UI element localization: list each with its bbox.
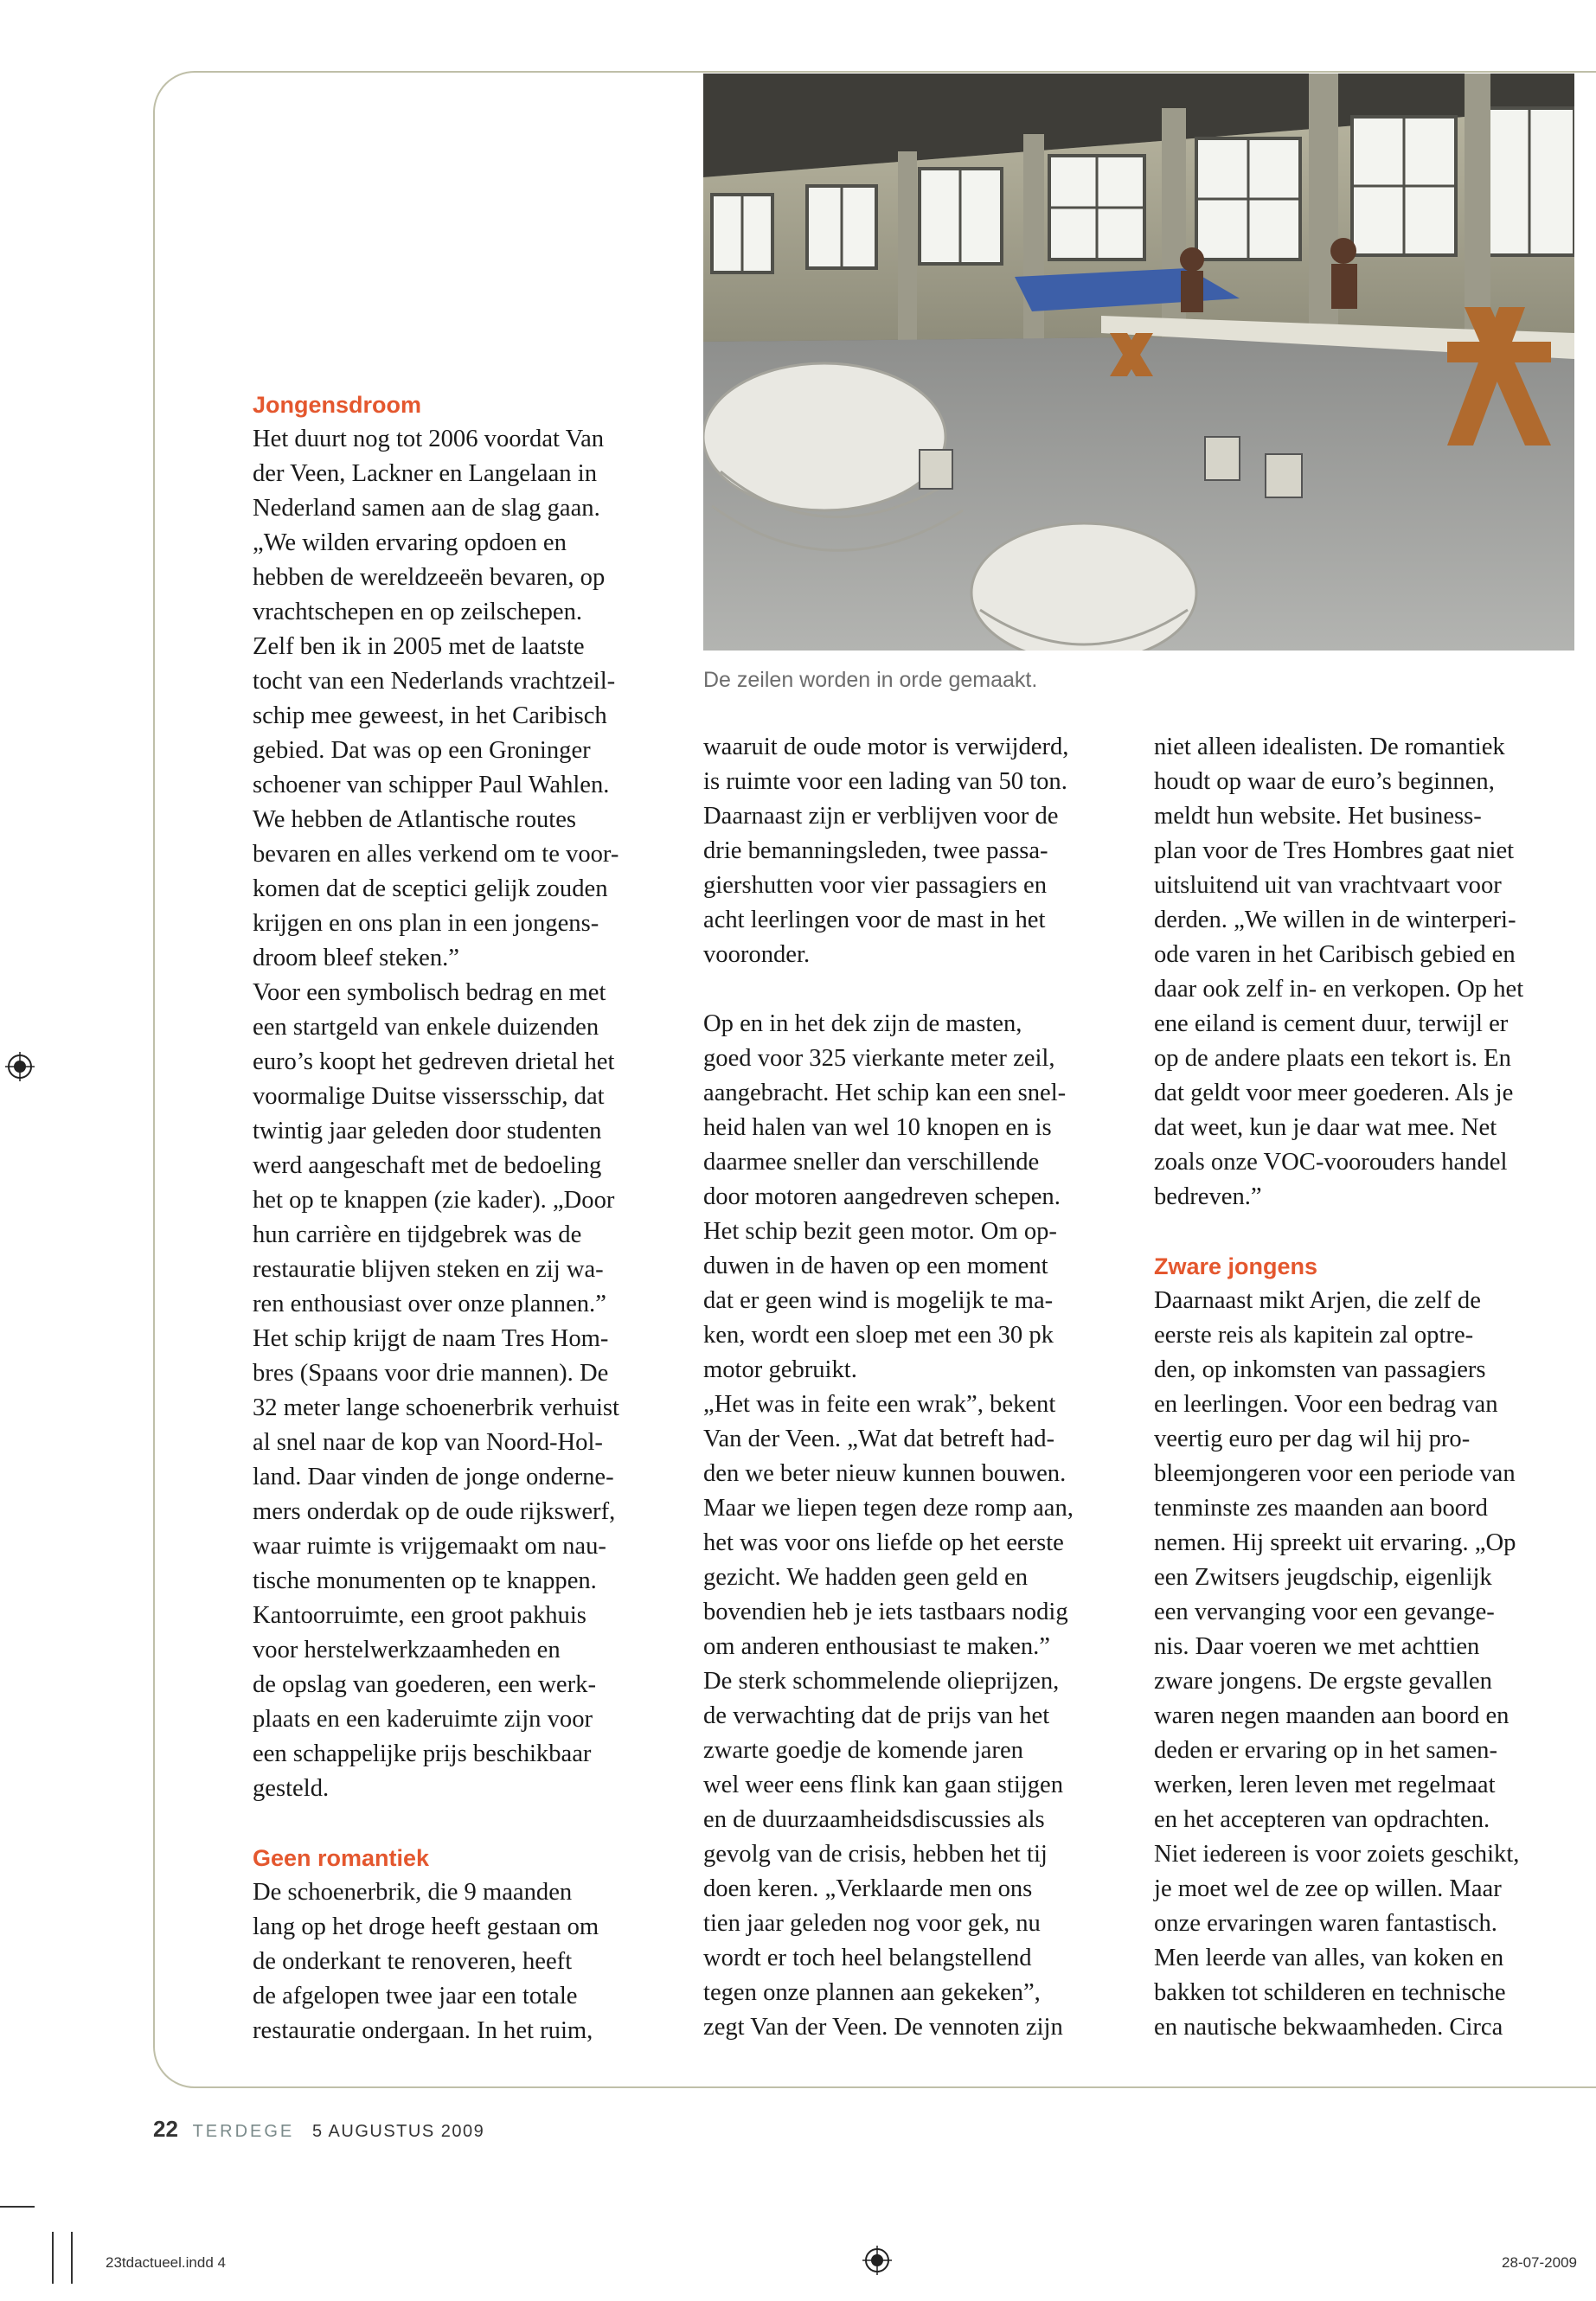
section-heading: Jongensdroom — [253, 392, 422, 418]
issue-date: 5 AUGUSTUS 2009 — [311, 2122, 485, 2141]
photo-caption: De zeilen worden in orde gemaakt. — [703, 668, 1038, 692]
registration-mark-icon — [5, 1052, 35, 1081]
crop-mark — [71, 2232, 73, 2284]
column-3 — [1154, 730, 1586, 2045]
body-paragraph: Het duurt nog tot 2006 voordat Van der Veen, Lackner en Langelaan in Nederland samen aan de slag gaan. „We wilden ervaring opdoen en hebben de wereldzeeën bevaren, op vrachtschepen en op zeilschepen. Zelf ben ik in 2005 met de laatste tocht van een Nederlands vrachtzeil- schip mee geweest, in het Caribisch gebied. Dat was op een Groninger schoener van schipper Paul Wahlen. We hebben de Atlantische routes bevaren en alles verkend om te voor- komen dat de sceptici gelijk zouden krijgen en ons plan in een jongens- droom bleef steken.” Voor een symbolisch bedrag en met een startgeld van enkele duizenden euro’s koopt het gedreven drietal het voormalige Duitse vissersschip, dat twintig jaar geleden door studenten werd aangeschaft met de bedoeling het op te knappen (zie kader). „Door hun carrière en tijdgebrek was de restauratie blijven steken en zij wa- ren enthousiast over onze plannen.” Het schip krijgt de naam Tres Hom- bres (Spaans voor drie mannen). De 32 meter lange schoenerbrik verhuist al snel naar de kop van Noord-Hol- land. Daar vinden de jonge onderne- mers onderdak op de oude rijkswerf, waar ruimte is vrijgemaakt om nau- tische monumenten op te knappen. Kantoorruimte, een groot pakhuis voor herstelwerkzaamheden en de opslag van goederen, een werk- plaats en een kaderuimte zijn voor een schappelijke prijs beschikbaar gesteld. — [253, 426, 619, 1802]
body-paragraph: De schoenerbrik, die 9 maanden lang op het droge heeft gestaan om de onderkant te renoveren, heeft de afgelopen twee jaar een totale restauratie ondergaan. In het ruim, — [253, 1879, 599, 2044]
page-number: 22 — [153, 2116, 178, 2142]
magazine-name: TERDEGE — [192, 2122, 295, 2141]
body-paragraph: Daarnaast mikt Arjen, die zelf de eerste reis als kapitein zal optre- den, op inkomsten van passagiers en leerlingen. Voor een bedrag van veertig euro per dag wil hij pro- bleemjongeren voor een periode van tenminste zes maanden aan boord nemen. Hij spreekt uit ervaring. „Op een Zwitsers jeugdschip, eigenlijk een vervanging voor een gevange- nis. Daar voeren we met achttien zware jongens. De ergste gevallen waren negen maanden aan boord en deden er ervaring op in het samen- werken, leren leven met regelmaat en het accepteren van opdrachten. Niet iedereen is voor zoiets geschikt, je moet wel de zee op willen. Maar onze ervaringen waren fantastisch. Men leerde van alles, van koken en bakken tot schilderen en technische en nautische bekwaamheden. Circa — [1154, 1287, 1520, 2041]
paragraph-gap — [1154, 1215, 1586, 1249]
slug-date: 28-07-2009 — [1502, 2254, 1577, 2271]
body-paragraph: niet alleen idealisten. De romantiek houdt op waar de euro’s beginnen, meldt hun website. Het business- plan voor de Tres Hombres gaat niet uitsluitend uit van vrachtvaart voor derden. „We willen in de winterperi- ode varen in het Caribisch gebied en daar ook zelf in- en verkopen. Op het ene eiland is cement duur, terwijl er op de andere plaats een tekort is. En dat geldt voor meer goederen. Als je dat weet, kun je daar wat mee. Net zoals onze VOC-voorouders handel bedreven.” — [1154, 734, 1524, 1210]
crop-mark — [0, 2206, 35, 2208]
section-heading: Zware jongens — [1154, 1253, 1318, 1279]
page-footer — [153, 2116, 484, 2143]
column-2 — [703, 730, 1136, 2045]
body-paragraph: Op en in het dek zijn de masten, goed voor 325 vierkante meter zeil, aangebracht. Het schip kan een snel- heid halen van wel 10 knopen en is daarmee sneller dan verschillende door motoren aangedreven schepen. Het schip bezit geen motor. Om op- duwen in de haven op een moment dat er geen wind is mogelijk te ma- ken, wordt een sloep met een 30 pk motor gebruikt. „Het was in feite een wrak”, bekent Van der Veen. „Wat dat betreft had- den we beter nieuw kunnen bouwen. Maar we liepen tegen deze romp aan, het was voor ons liefde op het eerste gezicht. We hadden geen geld en bovendien heb je iets tastbaars nodig om anderen enthousiast te maken.” De sterk schommelende olieprijzen, de verwachting dat de prijs van het zwarte goedje de komende jaren wel weer eens flink kan gaan stijgen en de duurzaamheidsdiscussies als gevolg van de crisis, hebben het tij doen keren. „Verklaarde men ons tien jaar geleden nog voor gek, nu wordt er toch heel belangstellend tegen onze plannen aan gekeken”, zegt Van der Veen. De vennoten zijn — [703, 1010, 1074, 2041]
paragraph-gap — [703, 972, 1136, 1007]
slug-filename: 23tdactueel.indd 4 — [106, 2254, 226, 2271]
registration-mark-icon — [862, 2246, 892, 2275]
section-heading: Geen romantiek — [253, 1845, 430, 1871]
column-1 — [253, 388, 685, 2048]
body-paragraph: waaruit de oude motor is verwijderd, is ruimte voor een lading van 50 ton. Daarnaast zijn er verblijven voor de drie bemanningsleden, twee passa- giershutten voor vier passagiers en acht leerlingen voor de mast in het vooronder. — [703, 734, 1069, 968]
photo-illustration — [703, 74, 1574, 651]
paragraph-gap — [253, 1806, 685, 1841]
crop-mark — [52, 2232, 54, 2284]
sail-workshop-photo — [703, 74, 1574, 651]
